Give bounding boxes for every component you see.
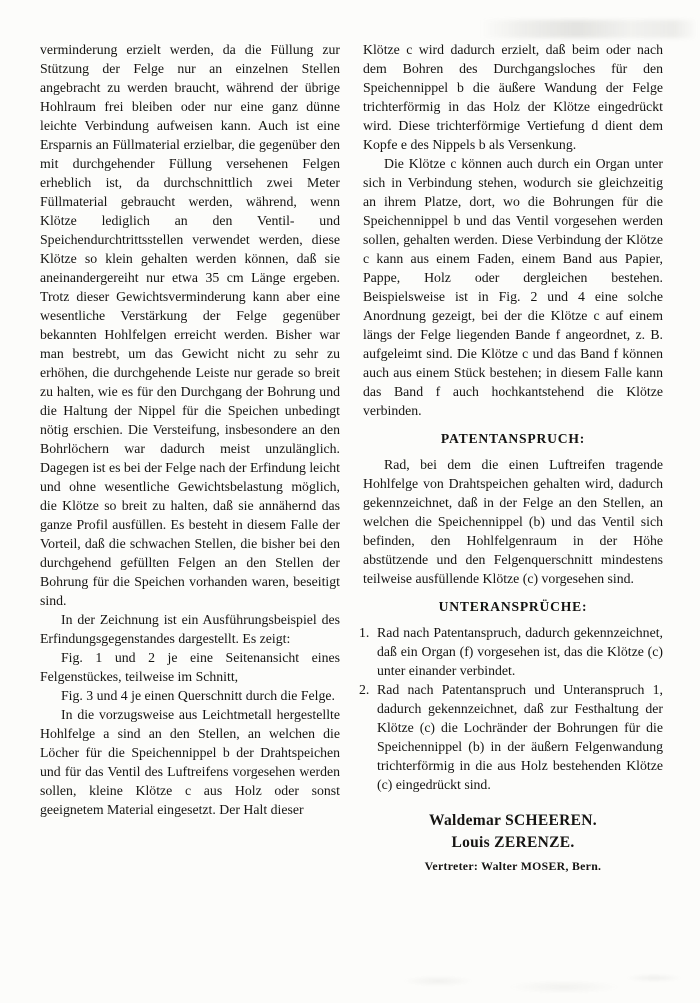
- inventor-signature-2: Louis ZERENZE.: [451, 834, 575, 851]
- left-column: [40, 40, 340, 875]
- representative-line: Vertreter: Walter MOSER, Bern.: [424, 859, 602, 873]
- body-paragraph: verminderung erzielt werden, da die Füllung zur Stützung der Felge nur an einzelnen Stellen angebracht zu werden braucht, während der übrige Hohlraum frei bleiben oder nur eine ganz dünne leichte Verbindung aufweisen kann. Auch ist eine Ersparnis an Füllmaterial erzielbar, die gegenüber den mit durchgehender Füllung versehenen Felgen erheblich ist, da durchschnittlich zwei Meter Füllmaterial gebraucht werden, während, wenn Klötze lediglich an den Ventil- und Speichendurchtrittsstellen verwendet werden, diese Klötze so klein gehalten werden können, daß sie aneinandergereiht nur etwa 35 cm Länge ergeben. Trotz dieser Gewichtsverminderung kann aber eine wesentliche Verstärkung der Felge gegenüber bekannten Hohlfelgen erreicht werden. Bisher war man bestrebt, um das Gewicht nicht zu sehr zu erhöhen, die durchgehende Leiste nur gerade so breit zu halten, wie es für den Durchgang der Bohrung und die Haltung der Nippel für die Speichen unbedingt nötig erschien. Die Versteifung, insbesondere an den Bohrlöchern war dadurch meist unzulänglich. Dagegen ist es bei der Felge nach der Erfindung leicht und ohne wesentliche Gewichtsbelastung möglich, die Klötze so breit zu halten, daß sie annähernd das ganze Profil ausfüllen. Es besteht in diesem Falle der Vorteil, daß die schwachen Stellen, die bisher bei den durchgehend gefüllten Felgen an den Stellen der Bohrung für die Speichen vorhanden waren, beseitigt sind.: [40, 42, 340, 608]
- patent-claim-paragraph: Rad, bei dem die einen Luftreifen tragende Hohlfelge von Drahtspeichen gehalten wird, dadurch gekennzeichnet, daß in der Felge an den Stellen, an welchen die Speichennippel (b) und das Ventil sich befinden, den Hohlfelgenraum in der Höhe abstützende und den Felgenquerschnitt mindestens teilweise ausfüllende Klötze (c) vorgesehen sind.: [363, 457, 663, 586]
- figure-caption-paragraph: Fig. 1 und 2 je eine Seitenansicht eines Felgenstückes, teilweise im Schnitt,: [40, 650, 340, 684]
- subclaim-item: [359, 623, 663, 680]
- subclaim-number: 2.: [359, 682, 370, 697]
- body-paragraph: In der Zeichnung ist ein Ausführungsbeispiel des Erfindungsgegenstandes dargestellt. Es zeigt:: [40, 612, 340, 646]
- subclaims-list: [359, 623, 663, 794]
- patent-claim-heading: PATENTANSPRUCH:: [440, 431, 586, 446]
- right-column: [359, 40, 663, 875]
- subclaim-item: [359, 680, 663, 794]
- figure-caption-paragraph: Fig. 3 und 4 je einen Querschnitt durch die Felge.: [61, 688, 335, 703]
- subclaim-text: Rad nach Patentanspruch, dadurch gekennzeichnet, daß ein Organ (f) vorgesehen ist, das die Klötze (c) unter einander verbindet.: [377, 625, 663, 678]
- body-paragraph: In die vorzugsweise aus Leichtmetall hergestellte Hohlfelge a sind an den Stellen, an welchen die Löcher für die Speichennippel b der Drahtspeichen und für das Ventil des Luftreifens vorgesehen werden sollen, kleine Klötze c aus Holz oder sonst geeignetem Material eingesetzt. Der Halt dieser: [40, 707, 340, 817]
- signature-block: [363, 810, 663, 875]
- body-paragraph: Die Klötze c können auch durch ein Organ unter sich in Verbindung stehen, wodurch sie gleichzeitig an ihrem Platze, dort, wo die Bohrungen für die Speichennippel b und das Ventil vorgesehen werden sollen, gehalten werden. Diese Verbindung der Klötze c kann aus einem Faden, einem Band aus Papier, Pappe, Holz oder dergleichen bestehen. Beispielsweise ist in Fig. 2 und 4 eine solche Anordnung gezeigt, bei der die Klötze c auf einem längs der Felge liegenden Bande f angeordnet, z. B. aufgeleimt sind. Die Klötze c und das Band f können auch aus einem Stück bestehen; in diesem Falle kann das Band f auch hochkantstehend die Klötze verbinden.: [363, 156, 663, 418]
- body-paragraph: Klötze c wird dadurch erzielt, daß beim oder nach dem Bohren des Durchgangsloches für den Speichennippel b die äußere Wandung der Felge trichterförmig in das Holz der Klötze eingedrückt wird. Diese trichterförmige Vertiefung d dient dem Kopfe e des Nippels b als Versenkung.: [363, 42, 663, 152]
- subclaims-heading: UNTERANSPRÜCHE:: [438, 599, 588, 614]
- scan-smudge-bottom: [330, 969, 690, 999]
- subclaim-text: Rad nach Patentanspruch und Unteranspruch 1, dadurch gekennzeichnet, daß zur Festhaltung der Klötze (c) die Lochränder der Bohrungen für die Speichennippel (b) in der äußern Felgenwandung trichterförmig in die aus Holz bestehenden Klötze (c) eingedrückt sind.: [377, 682, 663, 792]
- subclaim-number: 1.: [359, 625, 370, 640]
- inventor-signature-1: Waldemar SCHEEREN.: [429, 812, 597, 829]
